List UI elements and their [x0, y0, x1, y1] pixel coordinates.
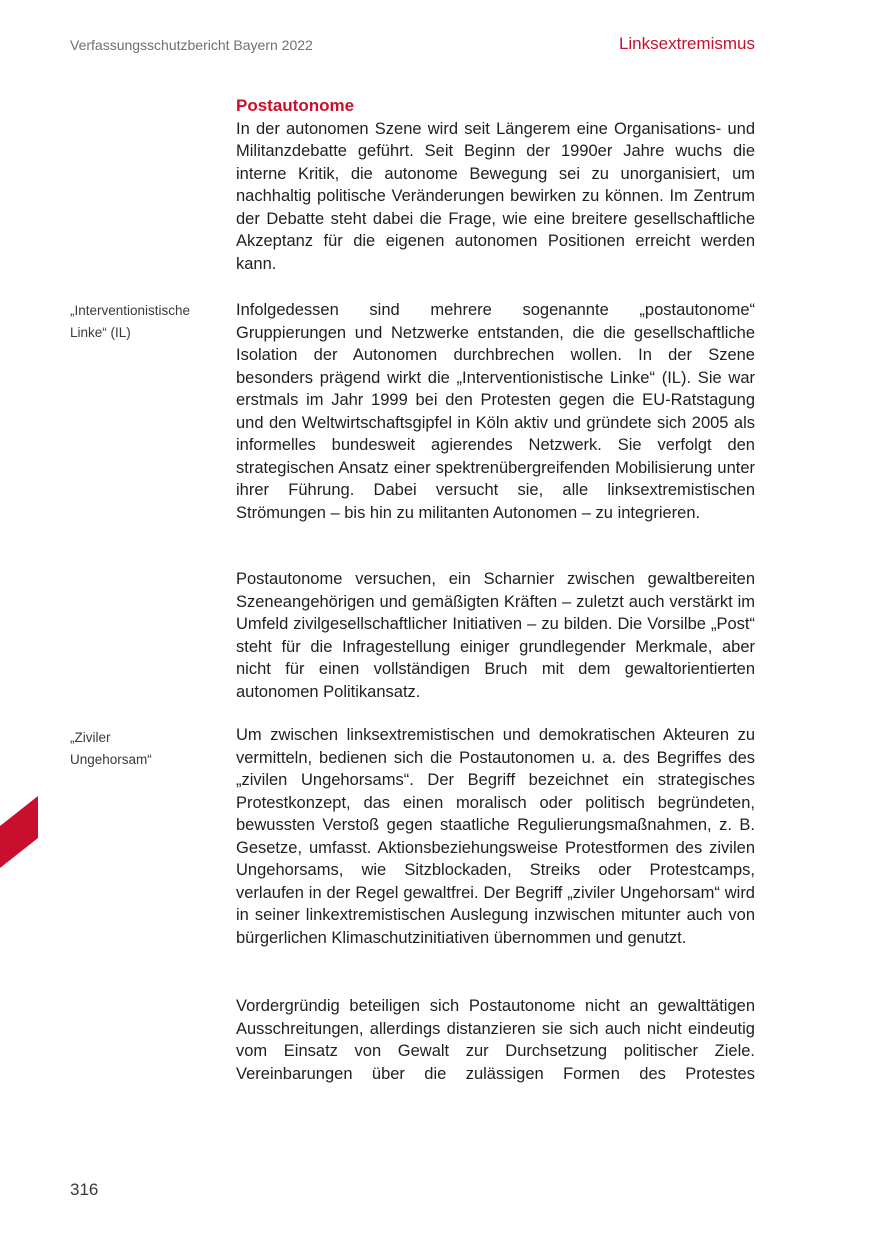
section-title: Postautonome: [236, 96, 355, 115]
paragraph-5: Vordergründig beteiligen sich Postautonome nicht an gewalttätigen Ausschreitungen, allerdings distanzieren sie sich auch nicht eindeutig vom Einsatz von Gewalt zur Durchsetzung politischer Ziele. Vereinbarungen über die zulässigen Formen des Protestes: [236, 997, 755, 1083]
paragraph-block-4: [236, 724, 755, 949]
paragraph-1: In der autonomen Szene wird seit Längerem eine Organisations- und Militanzdebatte geführt. Seit Beginn der 1990er Jahre wuchs die interne Kritik, die autonome Bewegung sei zu unorganisiert, um nachhaltig politische Veränderungen bewirken zu können. Im Zentrum der Debatte steht dabei die Frage, wie eine breitere gesellschaftliche Akzeptanz für die eigenen autonomen Positionen erreicht werden kann.: [236, 119, 755, 273]
section-postautonome: [236, 95, 755, 275]
sidenote-ziviler-ungehorsam: „Ziviler Ungehorsam“: [70, 730, 152, 767]
paragraph-4: Um zwischen linksextremistischen und demokratischen Akteuren zu vermitteln, bedienen sich die Postautonomen u. a. des Begriffes des „zivilen Ungehorsams“. Der Begriff bezeichnet ein strategisches Protestkonzept, das einen moralisch oder politisch begründeten, bewussten Verstoß gegen staatliche Regulierungsmaßnahmen, z. B. Gesetze, umfasst. Aktionsbeziehungsweise Protestformen des zivilen Ungehorsams, wie Sitzblockaden, Streiks oder Protestcamps, verlaufen in der Regel gewaltfrei. Der Begriff „ziviler Ungehorsam“ wird in seiner linkextremistischen Auslegung inzwischen mitunter auch von bürgerlichen Klimaschutzinitiativen übernommen und genutzt.: [236, 726, 755, 947]
sidenote-interventionistische-linke: „Interventionistische Linke“ (IL): [70, 303, 191, 340]
paragraph-block-5: [236, 995, 755, 1085]
running-header-chapter: Linksextremismus: [618, 34, 755, 53]
page-number: 316: [70, 1180, 99, 1199]
chapter-marker-shape: [0, 796, 38, 868]
paragraph-block-2: [236, 299, 755, 524]
paragraph-2: Infolgedessen sind mehrere sogenannte „postautonome“ Gruppierungen und Netzwerke entstanden, die die gesellschaftliche Isolation der Autonomen durchbrechen wollen. In der Szene besonders prägend wirkt die „Interventionistische Linke“ (IL). Sie war erstmals im Jahr 1999 bei den Protesten gegen die EU-Ratstagung und den Weltwirtschaftsgipfel in Köln aktiv und gründete sich 2005 als informelles bundesweit agierendes Netzwerk. Sie verfolgt den strategischen Ansatz einer spektrenübergreifenden Mobilisierung unter ihrer Führung. Dabei versucht sie, alle linksextremistischen Strömungen – bis hin zu militanten Autonomen – zu integrieren.: [236, 301, 755, 522]
paragraph-3: Postautonome versuchen, ein Scharnier zwischen gewaltbereiten Szeneangehörigen und gemäßigten Kräften – zuletzt auch verstärkt im Umfeld zivilgesellschaftlicher Initiativen – zu bilden. Die Vorsilbe „Post“ steht für die Infragestellung einiger grundlegender Merkmale, aber nicht für einen vollständigen Bruch mit dem gewaltorientierten autonomen Politikansatz.: [236, 570, 755, 701]
running-header-publication: Verfassungsschutzbericht Bayern 2022: [70, 37, 313, 53]
paragraph-block-3: [236, 568, 755, 703]
